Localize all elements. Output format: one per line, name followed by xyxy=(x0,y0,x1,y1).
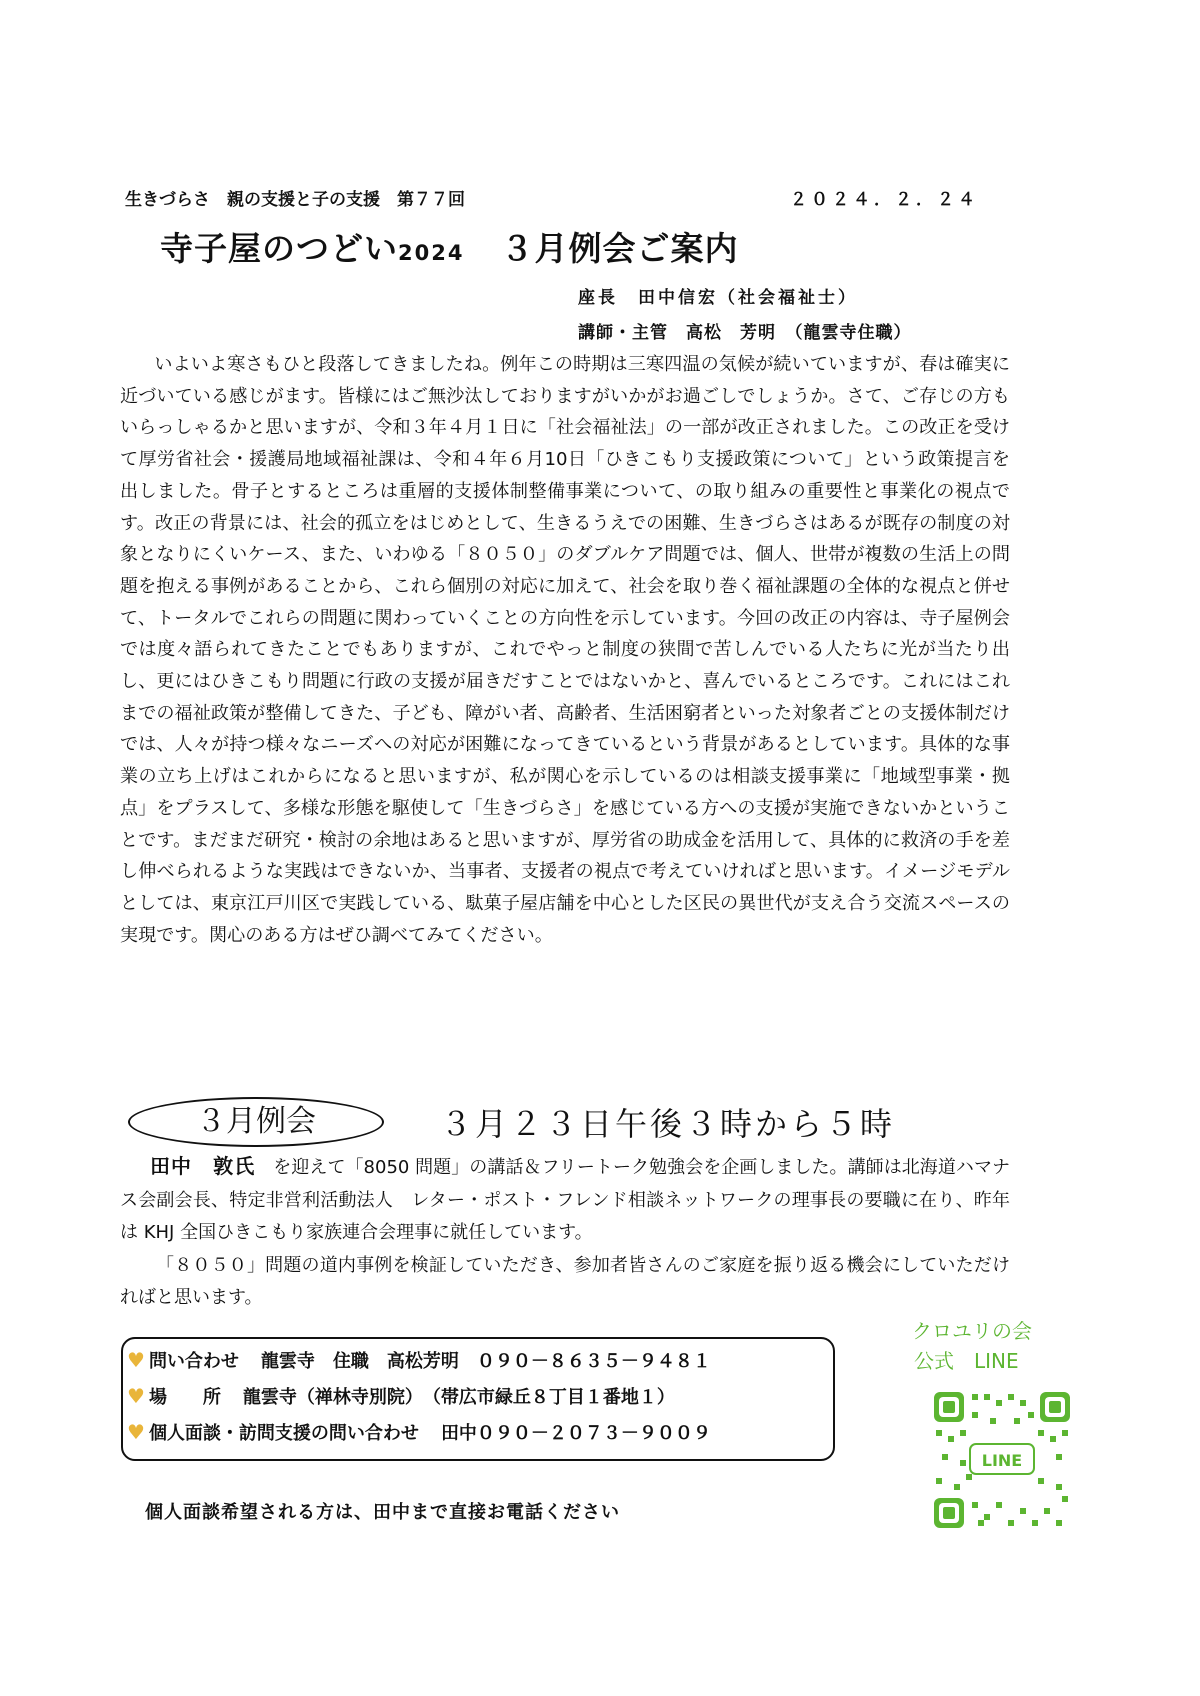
contact-row-interview xyxy=(127,1419,711,1445)
footnote: 個人面談希望される方は、田中まで直接お電話ください xyxy=(145,1502,620,1523)
meeting-note: 「８０５０」問題の道内事例を検証していただき、参加者皆さんのご家庭を振り返る機会にしていただければと思います。 xyxy=(120,1254,1010,1308)
speaker-name: 田中 敦氏 xyxy=(150,1154,256,1178)
contact-row-inquiry xyxy=(127,1347,711,1373)
line-account-title xyxy=(912,1316,1032,1376)
title-sub: ３月例会ご案内 xyxy=(500,229,739,268)
heart-icon: ♥ xyxy=(127,1348,145,1372)
meeting-intro xyxy=(120,1150,1010,1250)
contact-box xyxy=(121,1337,835,1461)
line-official-label: 公式 LINE xyxy=(914,1349,1019,1373)
place-value: 龍雲寺（禅林寺別院） （帯広市緑丘８丁目１番地１） xyxy=(242,1387,675,1408)
meeting-description xyxy=(120,1150,1010,1315)
interview-label: 個人面談・訪問支援の問い合わせ xyxy=(148,1423,419,1444)
title-year: 2024 xyxy=(398,241,465,265)
meeting-label: ３月例会 xyxy=(128,1097,384,1147)
line-qr-code[interactable] xyxy=(932,1390,1072,1530)
meeting-datetime: ３月２３日午後３時から５時 xyxy=(440,1105,896,1143)
heart-icon: ♥ xyxy=(127,1420,145,1444)
series-label: 生きづらさ 親の支援と子の支援 第７７回 xyxy=(125,190,465,210)
chair-line: 座長 田中信宏（社会福祉士） xyxy=(578,288,858,308)
line-group-name: クロユリの会 xyxy=(912,1319,1032,1343)
speaker-intro: を迎えて「8050 問題」の講話＆フリートーク勉強会を企画しました。講師は北海道ハマナス会副会長、特定非営利活動法人 レター・ポスト・フレンド相談ネットワークの理事長の要職に在り、昨年は KHJ 全国ひきこもり家族連合会理事に就任しています。 xyxy=(120,1157,1010,1243)
place-label: 場 所 xyxy=(148,1387,221,1408)
heart-icon: ♥ xyxy=(127,1384,145,1408)
article-paragraph: いよいよ寒さもひと段落してきましたね。例年この時期は三寒四温の気候が続いていますが、春は確実に近づいている感じがます。皆様にはご無沙汰しておりますがいかがお過ごしでしょうか。さて、ご存じの方もいらっしゃるかと思いますが、令和３年４月１日に「社会福祉法」の一部が改正されました。この改正を受けて厚労省社会・援護局地域福祉課は、令和４年６月10日「ひきこもり支援政策について」という政策提言を出しました。骨子とするところは重層的支援体制整備事業について、の取り組みの重要性と事業化の視点です。改正の背景には、社会的孤立をはじめとして、生きるうえでの困難、生きづらさはあるが既存の制度の対象となりにくいケース、また、いわゆる「８０５０」のダブルケア問題では、個人、世帯が複数の生活上の問題を抱える事例があることから、これら個別の対応に加えて、社会を取り巻く福祉課題の全体的な視点と併せて、トータルでこれらの問題に関わっていくことの方向性を示しています。今回の改正の内容は、寺子屋例会では度々語られてきたことでもありますが、これでやっと制度の狭間で苦しんでいる人たちに光が当たり出し、更にはひきこもり問題に行政の支援が届きだすことではないかと、喜んでいるところです。これにはこれまでの福祉政策が整備してきた、子ども、障がい者、高齢者、生活困窮者といった対象者ごとの支援体制だけでは、人々が持つ様々なニーズへの対応が困難になってきているという背景があるとしています。具体的な事業の立ち上げはこれからになると思いますが、私が関心を示しているのは相談支援事業に「地域型事業・拠点」をプラスして、多様な形態を駆使して「生きづらさ」を感じている方への支援が実施できないかということです。まだまだ研究・検討の余地はあると思いますが、厚労省の助成金を活用して、具体的に救済の手を差し伸べられるような実践はできないか、当事者、支援者の視点で考えていければと思います。イメージモデルとしては、東京江戸川区で実践している、駄菓子屋店舗を中心とした区民の異世代が支え合う交流スペースの実現です。関心のある方はぜひ調べてみてください。 xyxy=(120,354,1010,946)
qr-line-label: LINE xyxy=(981,1451,1023,1470)
lecturer-line: 講師・主管 高松 芳明 （龍雲寺住職） xyxy=(578,323,912,343)
interview-value: 田中０９０－２０７３－９００９ xyxy=(440,1423,711,1444)
main-article xyxy=(120,349,1010,951)
inquiry-value: 龍雲寺 住職 高松芳明 ０９０－８６３５－９４８１ xyxy=(260,1351,711,1372)
title-main: 寺子屋のつどい xyxy=(160,229,398,268)
inquiry-label: 問い合わせ xyxy=(148,1351,239,1372)
issue-date: ２０２４．２．２４ xyxy=(790,190,979,210)
contact-row-place xyxy=(127,1383,675,1409)
page-title xyxy=(160,223,738,270)
